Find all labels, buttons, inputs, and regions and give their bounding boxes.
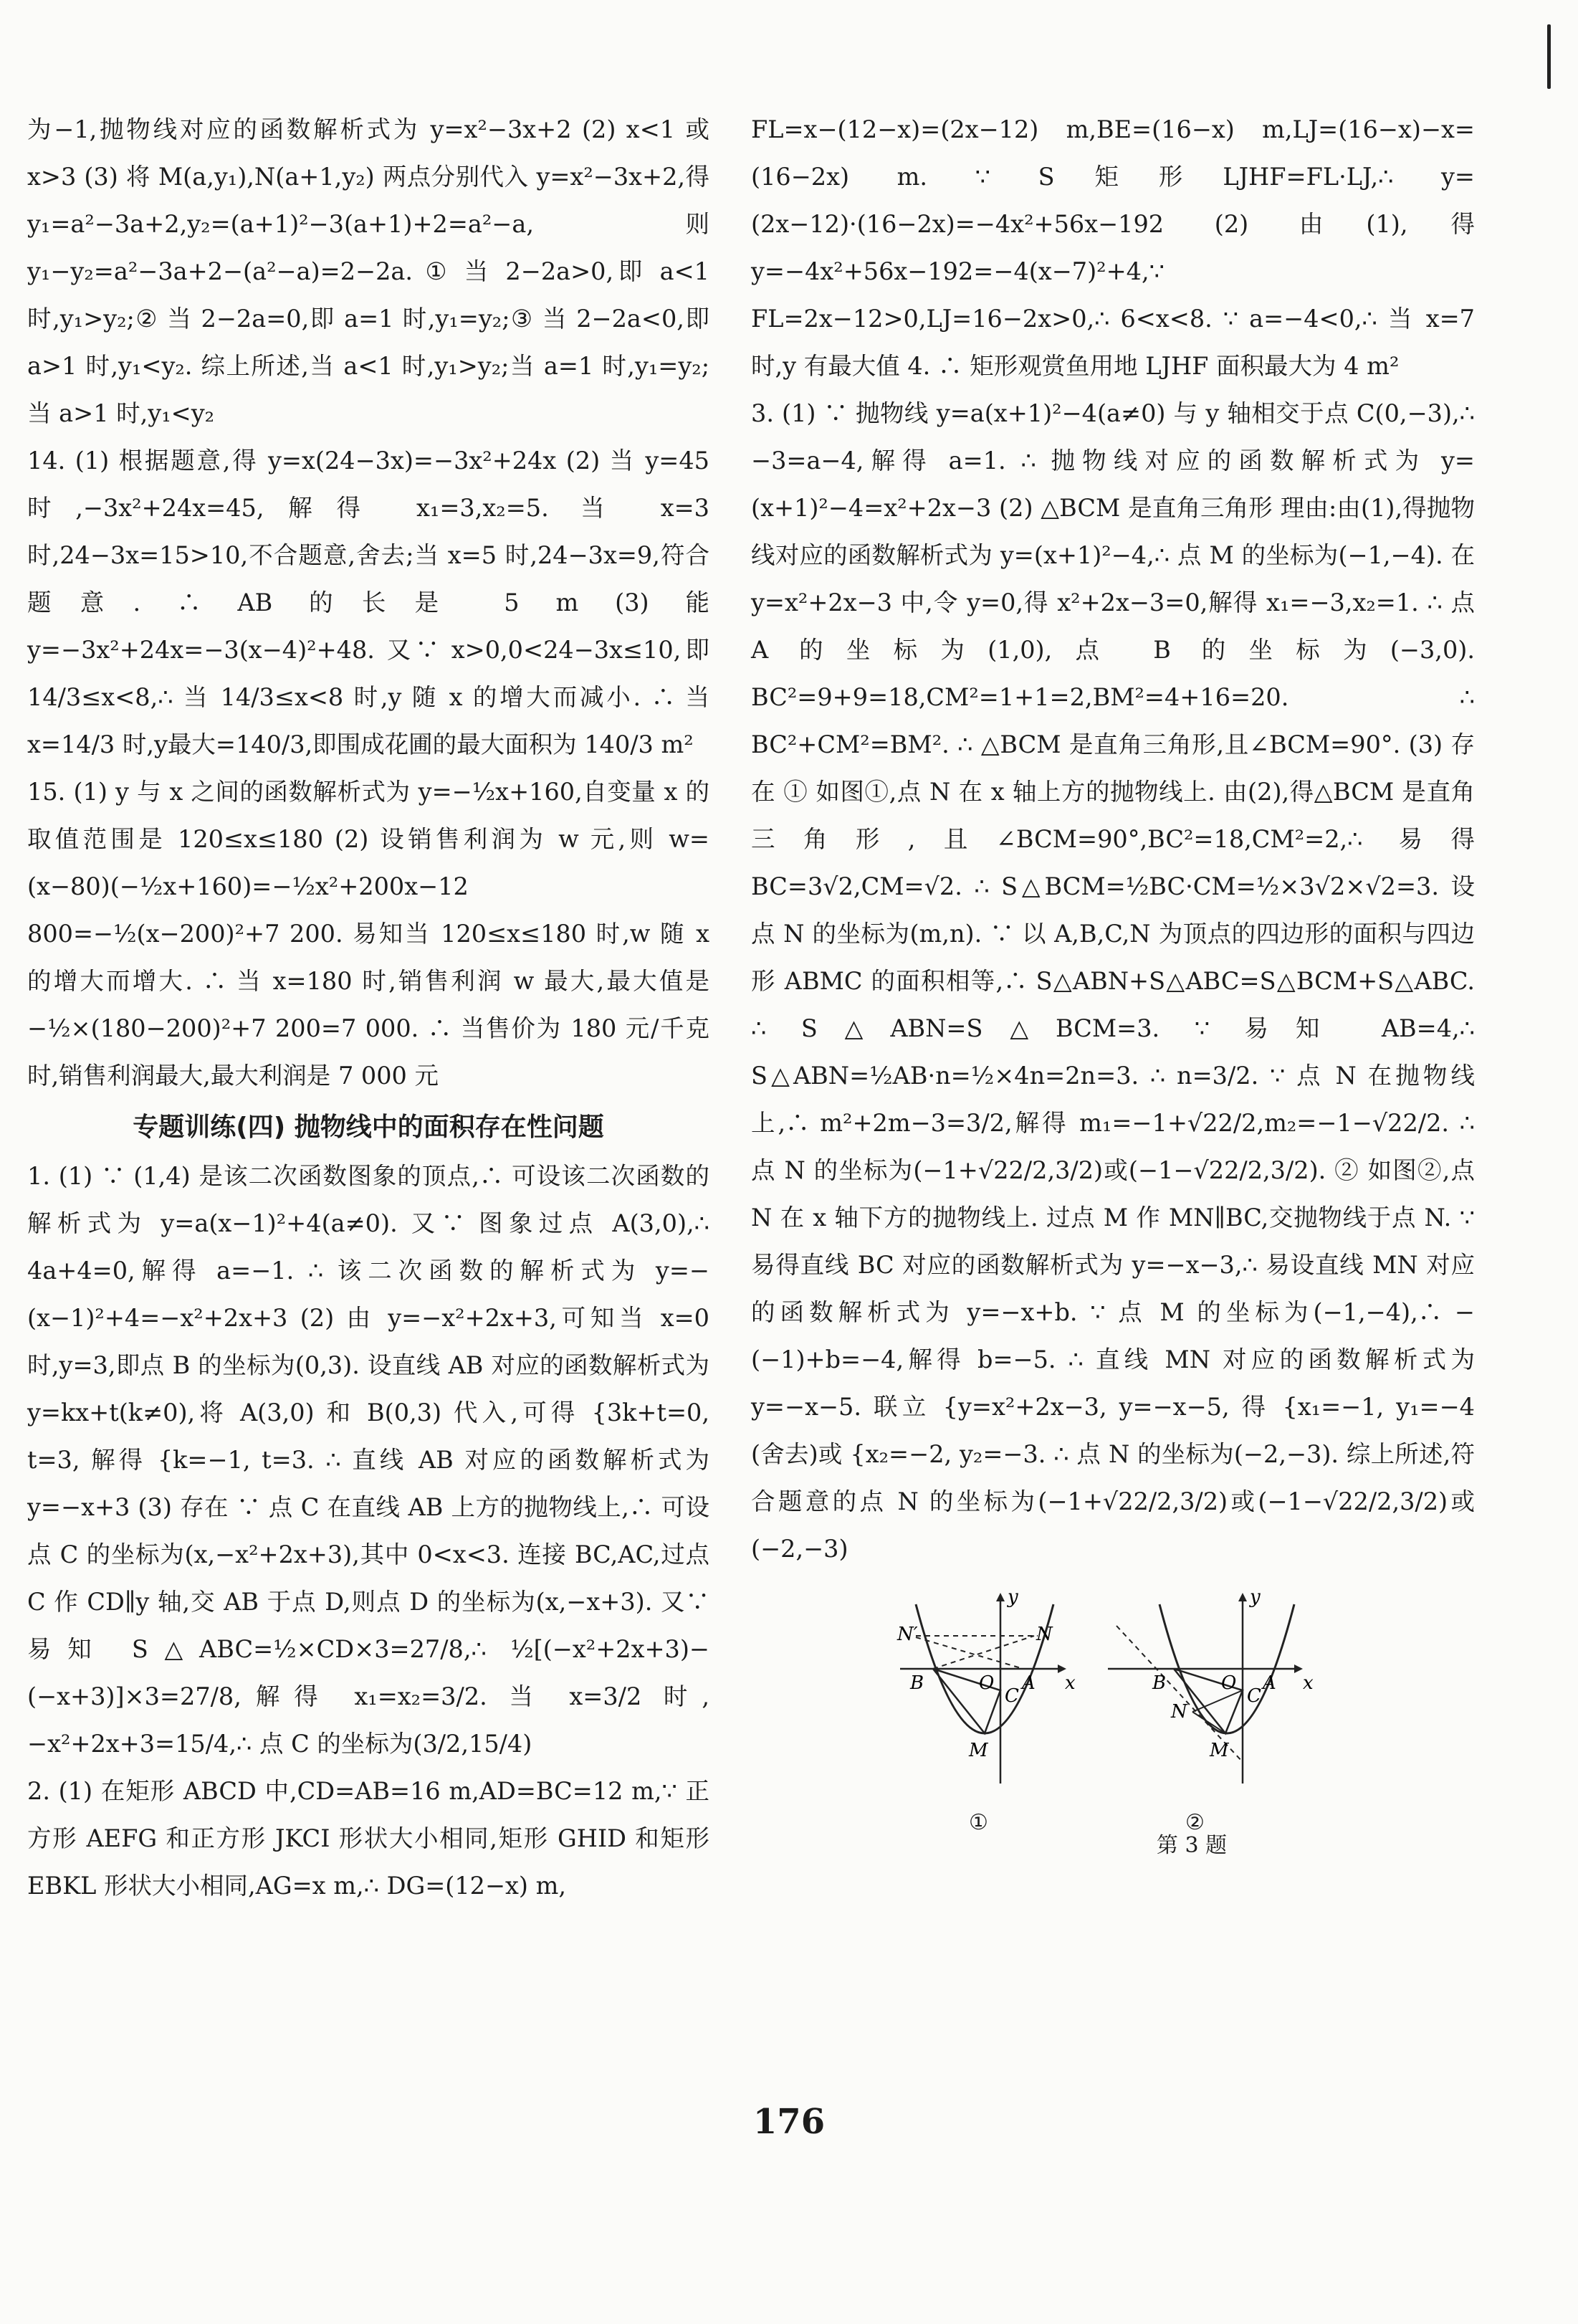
x-axis-arrow	[1294, 1665, 1303, 1673]
label-y: y	[1250, 1590, 1261, 1608]
page-number: 176	[752, 2102, 826, 2142]
paragraph-14: 14. (1) 根据题意,得 y=x(24−3x)=−3x²+24x (2) 当 y=45 时,−3x²+24x=45,解得 x₁=3,x₂=5. 当 x=3 时,24−3x=15>10,不合题意,舍去;当 x=5 时,24−3x=9,符合题意. ∴ AB 的长是 5 m (3) 能 y=−3x²+24x=−3(x−4)²+48. 又∵ x>0,0<24−3x≤10,即 14/3≤x<8,∴ 当 14/3≤x<8 时,y 随 x 的增大而减小. ∴ 当 x=14/3 时,y最大=140/3,即围成花圃的最大面积为 140/3 m²	[27, 447, 709, 758]
label-o: O	[979, 1672, 995, 1694]
figures-q3	[751, 1590, 1475, 1835]
dashed-line-2	[933, 1636, 1034, 1669]
label-m: M	[969, 1740, 988, 1761]
label-b: B	[1152, 1672, 1167, 1694]
edge-mark	[1547, 24, 1551, 89]
segment-nm	[1192, 1712, 1225, 1733]
label-x: x	[1303, 1672, 1314, 1694]
figure-2-caption: ②	[1185, 1810, 1205, 1835]
label-n: N	[1036, 1624, 1053, 1645]
label-c: C	[1005, 1685, 1019, 1707]
label-o: O	[1221, 1672, 1237, 1694]
label-y: y	[1008, 1590, 1018, 1608]
figure-title: 第 3 题	[1156, 1833, 1228, 1858]
label-a: A	[1263, 1672, 1276, 1694]
label-n-prime: N′	[897, 1624, 918, 1645]
segment-bm	[933, 1669, 985, 1733]
paragraph-2: 2. (1) 在矩形 ABCD 中,CD=AB=16 m,AD=BC=12 m,∵ 正方形 AEFG 和正方形 JKCI 形状大小相同,矩形 GHID 和矩形 EBKL 形状大小相同,AG=x m,∴ DG=(12−x) m,	[27, 1777, 709, 1900]
dashed-line-1	[916, 1637, 1023, 1669]
y-axis-arrow	[1238, 1593, 1247, 1601]
paragraph-13-continued: 为−1,抛物线对应的函数解析式为 y=x²−3x+2 (2) x<1 或 x>3 (3) 将 M(a,y₁),N(a+1,y₂) 两点分别代入 y=x²−3x+2,得 y₁=a²−3a+2,y₂=(a+1)²−3(a+1)+2=a²−a,则 y₁−y₂=a²−3a+2−(a²−a)=2−2a. ① 当 2−2a>0,即 a<1 时,y₁>y₂;② 当 2−2a=0,即 a=1 时,y₁=y₂;③ 当 2−2a<0,即 a>1 时,y₁<y₂. 综上所述,当 a<1 时,y₁>y₂;当 a=1 时,y₁=y₂;当 a>1 时,y₁<y₂	[27, 115, 709, 427]
right-column	[751, 106, 1475, 1870]
label-n: N	[1171, 1701, 1187, 1723]
figure-2-parabola	[1102, 1590, 1317, 1791]
label-m: M	[1210, 1740, 1229, 1761]
y-axis-arrow	[996, 1593, 1005, 1601]
figure-1-parabola	[894, 1590, 1081, 1791]
left-column	[27, 106, 709, 1910]
label-a: A	[1022, 1672, 1036, 1694]
paragraph-15: 15. (1) y 与 x 之间的函数解析式为 y=−½x+160,自变量 x 的取值范围是 120≤x≤180 (2) 设销售利润为 w 元,则 w=(x−80)(−½x+160)=−½x²+200x−12 800=−½(x−200)²+7 200. 易知当 120≤x≤180 时,w 随 x 的增大而增大. ∴ 当 x=180 时,销售利润 w 最大,最大值是 −½×(180−200)²+7 200=7 000. ∴ 当售价为 180 元/千克时,销售利润最大,最大利润是 7 000 元	[27, 778, 709, 1090]
label-c: C	[1247, 1685, 1261, 1707]
label-x: x	[1065, 1672, 1076, 1694]
paragraph-2-continued: FL=x−(12−x)=(2x−12) m,BE=(16−x) m,LJ=(16−x)−x=(16−2x) m. ∵ S矩形LJHF=FL·LJ,∴ y=(2x−12)·(16−2x)=−4x²+56x−192 (2) 由(1),得 y=−4x²+56x−192=−4(x−7)²+4,∵ FL=2x−12>0,LJ=16−2x>0,∴ 6<x<8. ∵ a=−4<0,∴ 当 x=7 时,y 有最大值 4. ∴ 矩形观赏鱼用地 LJHF 面积最大为 4 m²	[751, 115, 1475, 380]
figure-1-caption: ①	[969, 1810, 988, 1835]
section-title: 专题训练(四) 抛物线中的面积存在性问题	[133, 1113, 604, 1142]
paragraph-1: 1. (1) ∵ (1,4) 是该二次函数图象的顶点,∴ 可设该二次函数的解析式为 y=a(x−1)²+4(a≠0). 又∵ 图象过点 A(3,0),∴ 4a+4=0,解得 a=−1. ∴ 该二次函数的解析式为 y=−(x−1)²+4=−x²+2x+3 (2) 由 y=−x²+2x+3,可知当 x=0 时,y=3,即点 B 的坐标为(0,3). 设直线 AB 对应的函数解析式为 y=kx+t(k≠0),将 A(3,0) 和 B(0,3) 代入,可得 {3k+t=0, t=3, 解得 {k=−1, t=3. ∴ 直线 AB 对应的函数解析式为 y=−x+3 (3) 存在 ∵ 点 C 在直线 AB 上方的抛物线上,∴ 可设点 C 的坐标为(x,−x²+2x+3),其中 0<x<3. 连接 BC,AC,过点 C 作 CD∥y 轴,交 AB 于点 D,则点 D 的坐标为(x,−x+3). 又∵ 易知 S△ABC=½×CD×3=27/8,∴ ½[(−x²+2x+3)−(−x+3)]×3=27/8,解得 x₁=x₂=3/2. 当 x=3/2 时,−x²+2x+3=15/4,∴ 点 C 的坐标为(3/2,15/4)	[27, 1162, 709, 1758]
label-b: B	[910, 1672, 924, 1694]
paragraph-3: 3. (1) ∵ 抛物线 y=a(x+1)²−4(a≠0) 与 y 轴相交于点 C(0,−3),∴ −3=a−4,解得 a=1. ∴ 抛物线对应的函数解析式为 y=(x+1)²−4=x²+2x−3 (2) △BCM 是直角三角形 理由:由(1),得抛物线对应的函数解析式为 y=(x+1)²−4,∴ 点 M 的坐标为(−1,−4). 在 y=x²+2x−3 中,令 y=0,得 x²+2x−3=0,解得 x₁=−3,x₂=1. ∴ 点 A 的坐标为(1,0),点 B 的坐标为(−3,0). BC²=9+9=18,CM²=1+1=2,BM²=4+16=20. ∴ BC²+CM²=BM². ∴ △BCM 是直角三角形,且∠BCM=90°. (3) 存在 ① 如图①,点 N 在 x 轴上方的抛物线上. 由(2),得△BCM 是直角三角形,且∠BCM=90°,BC²=18,CM²=2,∴ 易得 BC=3√2,CM=√2. ∴ S△BCM=½BC·CM=½×3√2×√2=3. 设点 N 的坐标为(m,n). ∵ 以 A,B,C,N 为顶点的四边形的面积与四边形 ABMC 的面积相等,∴ S△ABN+S△ABC=S△BCM+S△ABC. ∴ S△ABN=S△BCM=3. ∵ 易知 AB=4,∴ S△ABN=½AB·n=½×4n=2n=3. ∴ n=3/2. ∵ 点 N 在抛物线上,∴ m²+2m−3=3/2,解得 m₁=−1+√22/2,m₂=−1−√22/2. ∴ 点 N 的坐标为(−1+√22/2,3/2)或(−1−√22/2,3/2). ② 如图②,点 N 在 x 轴下方的抛物线上. 过点 M 作 MN∥BC,交抛物线于点 N. ∵ 易得直线 BC 对应的函数解析式为 y=−x−3,∴ 易设直线 MN 对应的函数解析式为 y=−x+b. ∵ 点 M 的坐标为(−1,−4),∴ −(−1)+b=−4,解得 b=−5. ∴ 直线 MN 对应的函数解析式为 y=−x−5. 联立 {y=x²+2x−3, y=−x−5, 得 {x₁=−1, y₁=−4 (舍去)或 {x₂=−2, y₂=−3. ∴ 点 N 的坐标为(−2,−3). 综上所述,符合题意的点 N 的坐标为(−1+√22/2,3/2)或(−1−√22/2,3/2)或(−2,−3)	[751, 399, 1475, 1563]
